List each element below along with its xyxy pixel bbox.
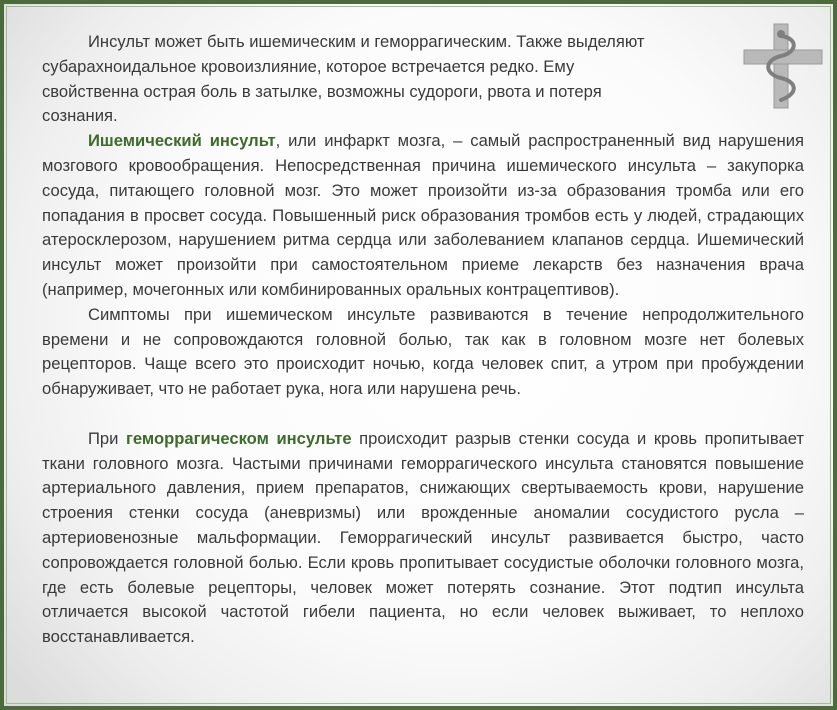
paragraph-spacer bbox=[42, 402, 804, 427]
ischemic-text: , или инфаркт мозга, – самый распространенный вид нарушения мозгового кровообращения. Непосредственная причина ишемического инсульта – закупорка сосуда, питающего головной мозг. Это может произойти из-за образования тромба или его попадания в просвет сосуда. Повышенный риск образования тромбов есть у людей, страдающих атеросклерозом, нарушением ритма сердца или заболеванием клапанов сердца. Ишемический инсульт может произойти при самостоятельном приеме лекарств без назначения врача (например, мочегонных или комбинированных оральных контрацептивов). bbox=[42, 131, 805, 299]
paragraph-intro: Инсульт может быть ишемическим и геморрагическим. Также выделяют субарахноидальное кровоизлияние, которое встречается редко. Ему свойственна острая боль в затылке, возможны судороги, рвота и потеря сознания. bbox=[42, 32, 645, 126]
hemorrhagic-prefix: При bbox=[88, 428, 126, 448]
article-text bbox=[42, 30, 804, 650]
term-hemorrhagic-stroke: геморрагическом инсульте bbox=[126, 428, 352, 448]
hemorrhagic-text: происходит разрыв стенки сосуда и кровь пропитывает ткани головного мозга. Частыми причинами геморрагического инсульта становятся повышение артериального давления, прием препаратов, снижающих свертываемость крови, нарушение строения стенки сосуда (аневризмы) или врожденные аномалии сосудистого русла – артериовенозные мальформации. Геморрагический инсульт развивается быстро, часто сопровождается головной болью. Если кровь пропитывает сосудистые оболочки головного мозга, где есть болевые рецепторы, человек может потерять сознание. Этот подтип инсульта отличается высокой частотой гибели пациента, но если человек выживает, то неплохо восстанавливается. bbox=[42, 428, 804, 647]
paragraph-ischemic bbox=[42, 129, 804, 303]
paragraph-hemorrhagic bbox=[42, 427, 804, 650]
paragraph-symptoms: Симптомы при ишемическом инсульте развиваются в течение непродолжительного времени и не сопровождаются головной болью, так как в головном мозге нет болевых рецепторов. Чаще всего это происходит ночью, когда человек спит, а утром при пробуждении обнаруживает, что не работает рука, нога или нарушена речь. bbox=[42, 304, 804, 399]
term-ischemic-stroke: Ишемический инсульт bbox=[88, 131, 276, 151]
